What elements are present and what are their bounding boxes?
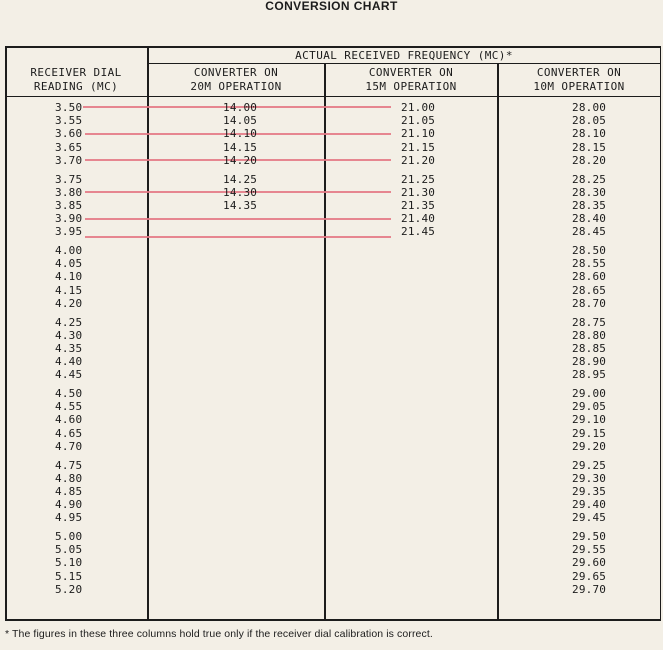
dial-reading-cell: 3.85 — [55, 198, 83, 212]
dial-reading-cell: 5.10 — [55, 556, 83, 570]
freq-15m-cell: 21.10 — [401, 127, 436, 141]
header-bottom-rule — [5, 96, 661, 97]
dial-reading-cell: 4.70 — [55, 439, 83, 453]
dial-reading-cell: 4.15 — [55, 283, 83, 297]
table-left-border — [5, 46, 7, 620]
freq-10m-cell: 29.55 — [572, 543, 607, 557]
receiver-dial-header-line1: RECEIVER DIAL — [30, 66, 122, 79]
dial-reading-cell: 4.45 — [55, 368, 83, 382]
freq-10m-cell: 28.10 — [572, 127, 607, 141]
dial-reading-cell: 4.40 — [55, 355, 83, 369]
conversion-table — [5, 46, 661, 620]
table-right-border — [660, 46, 662, 620]
dial-reading-cell: 3.75 — [55, 172, 83, 186]
dial-reading-cell: 3.70 — [55, 153, 83, 167]
freq-20m-cell: 14.30 — [223, 185, 258, 199]
dial-reading-cell: 4.95 — [55, 511, 83, 525]
freq-15m-cell: 21.25 — [401, 172, 436, 186]
freq-10m-cell: 28.85 — [572, 341, 607, 355]
freq-20m-cell: 14.25 — [223, 172, 258, 186]
dial-reading-cell: 3.90 — [55, 212, 83, 226]
freq-10m-cell: 29.45 — [572, 511, 607, 525]
freq-10m-cell: 28.80 — [572, 328, 607, 342]
freq-10m-cell: 28.60 — [572, 270, 607, 284]
freq-20m-cell: 14.00 — [223, 101, 258, 114]
freq-15m-cell: 21.15 — [401, 140, 436, 154]
freq-10m-cell: 28.40 — [572, 212, 607, 226]
freq-10m-cell: 28.75 — [572, 315, 607, 329]
freq-15m-cell: 21.20 — [401, 153, 436, 167]
dial-reading-cell: 4.20 — [55, 296, 83, 310]
freq-15m-cell: 21.45 — [401, 225, 436, 239]
freq-10m-cell: 29.20 — [572, 439, 607, 453]
freq-10m-cell: 29.25 — [572, 458, 607, 472]
freq-20m-cell: 14.20 — [223, 153, 258, 167]
dial-reading-cell: 4.55 — [55, 400, 83, 414]
freq-10m-cell: 29.70 — [572, 582, 607, 596]
freq-10m-cell: 29.00 — [572, 387, 607, 400]
dial-reading-cell: 3.95 — [55, 225, 83, 239]
dial-reading-cell: 5.15 — [55, 569, 83, 583]
freq-10m-cell: 28.55 — [572, 257, 607, 271]
freq-15m-cell: 21.35 — [401, 198, 436, 212]
dial-reading-cell: 4.60 — [55, 413, 83, 427]
dial-reading-cell: 4.25 — [55, 315, 83, 329]
receiver-dial-header-line2: READING (MC) — [33, 80, 119, 93]
dial-reading-cell: 4.30 — [55, 328, 83, 342]
freq-10m-cell: 29.05 — [572, 400, 607, 414]
freq-10m-cell: 29.40 — [572, 498, 607, 512]
pen-mark — [85, 218, 391, 220]
dial-reading-cell: 4.05 — [55, 257, 83, 271]
dial-reading-cell: 5.00 — [55, 530, 83, 543]
dial-reading-cell: 4.00 — [55, 244, 83, 257]
freq-15m-cell: 21.40 — [401, 212, 436, 226]
freq-10m-cell: 28.20 — [572, 153, 607, 167]
dial-reading-cell: 4.90 — [55, 498, 83, 512]
converter-20m-header-line2: 20M OPERATION — [190, 80, 282, 93]
dial-reading-cell: 3.80 — [55, 185, 83, 199]
converter-10m-header-line1: CONVERTER ON — [536, 66, 622, 79]
freq-10m-cell: 28.90 — [572, 355, 607, 369]
converter-20m-header-line1: CONVERTER ON — [193, 66, 279, 79]
freq-20m-cell: 14.15 — [223, 140, 258, 154]
dial-reading-cell: 5.20 — [55, 582, 83, 596]
dial-reading-cell: 4.50 — [55, 387, 83, 400]
freq-10m-cell: 28.15 — [572, 140, 607, 154]
column-divider-2 — [324, 63, 326, 620]
dial-reading-cell: 3.50 — [55, 101, 83, 114]
freq-10m-cell: 29.35 — [572, 484, 607, 498]
freq-10m-cell: 28.05 — [572, 114, 607, 128]
dial-reading-cell: 3.65 — [55, 140, 83, 154]
freq-20m-cell: 14.35 — [223, 198, 258, 212]
span-header-rule — [148, 63, 660, 64]
table-bottom-border — [5, 619, 661, 621]
freq-10m-cell: 29.30 — [572, 471, 607, 485]
freq-10m-cell: 28.65 — [572, 283, 607, 297]
freq-10m-cell: 29.15 — [572, 426, 607, 440]
dial-reading-cell: 4.35 — [55, 341, 83, 355]
freq-10m-cell: 28.45 — [572, 225, 607, 239]
dial-reading-cell: 4.85 — [55, 484, 83, 498]
dial-reading-cell: 3.55 — [55, 114, 83, 128]
dial-reading-cell: 4.10 — [55, 270, 83, 284]
dial-reading-cell: 3.60 — [55, 127, 83, 141]
freq-20m-cell: 14.10 — [223, 127, 258, 141]
freq-15m-cell: 21.30 — [401, 185, 436, 199]
freq-10m-cell: 28.50 — [572, 244, 607, 257]
freq-10m-cell: 29.65 — [572, 569, 607, 583]
freq-20m-cell: 14.05 — [223, 114, 258, 128]
converter-10m-header-line2: 10M OPERATION — [533, 80, 625, 93]
freq-10m-cell: 28.25 — [572, 172, 607, 186]
dial-reading-cell: 4.75 — [55, 458, 83, 472]
freq-10m-cell: 29.60 — [572, 556, 607, 570]
freq-10m-cell: 28.35 — [572, 198, 607, 212]
footnote: * The figures in these three columns hold true only if the receiver dial calibration is correct. — [5, 628, 433, 640]
dial-reading-cell: 4.65 — [55, 426, 83, 440]
freq-10m-cell: 28.95 — [572, 368, 607, 382]
freq-15m-cell: 21.00 — [401, 101, 436, 114]
table-top-border — [5, 46, 661, 48]
freq-10m-cell: 29.10 — [572, 413, 607, 427]
page-title: CONVERSION CHART — [265, 0, 398, 13]
pen-mark — [85, 236, 391, 238]
converter-15m-header-line1: CONVERTER ON — [368, 66, 454, 79]
freq-15m-cell: 21.05 — [401, 114, 436, 128]
freq-10m-cell: 28.30 — [572, 185, 607, 199]
column-divider-3 — [497, 63, 499, 620]
actual-frequency-header: ACTUAL RECEIVED FREQUENCY (MC)* — [295, 49, 513, 62]
freq-10m-cell: 29.50 — [572, 530, 607, 543]
dial-reading-cell: 4.80 — [55, 471, 83, 485]
dial-reading-cell: 5.05 — [55, 543, 83, 557]
converter-15m-header-line2: 15M OPERATION — [365, 80, 457, 93]
freq-10m-cell: 28.00 — [572, 101, 607, 114]
freq-10m-cell: 28.70 — [572, 296, 607, 310]
